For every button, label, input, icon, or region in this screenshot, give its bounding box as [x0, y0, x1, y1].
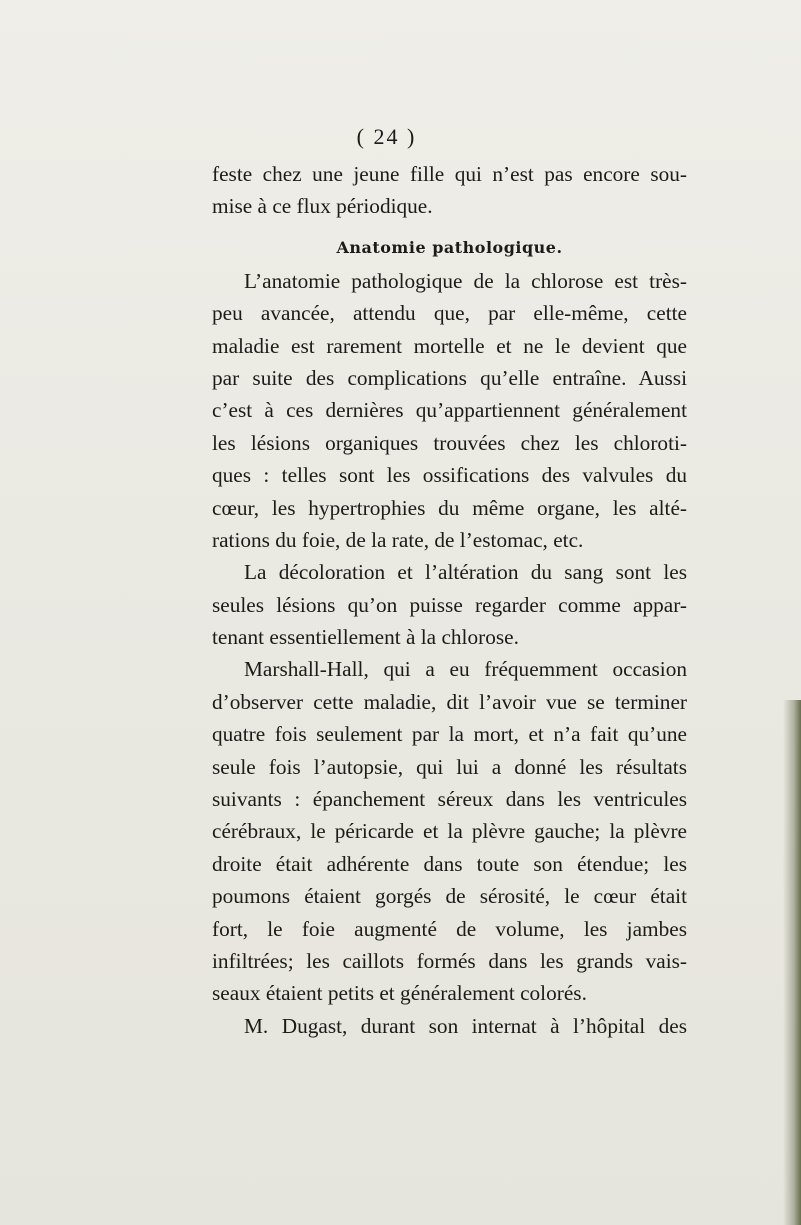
paragraph-line: maladie est rarement mortelle et ne le devient que — [212, 333, 687, 358]
paragraph-line: L’anatomie pathologique de la chlorose est très- — [244, 268, 687, 293]
paragraph-line: suivants : épanchement séreux dans les ventricules — [212, 787, 687, 812]
paragraph-line: par suite des complications qu’elle entraîne. Aussi — [212, 365, 687, 390]
paragraph-line: fort, le foie augmenté de volume, les jambes — [212, 916, 687, 941]
paragraph-line: peu avancée, attendu que, par elle-même, cette — [212, 301, 687, 326]
paragraph-line: seules lésions qu’on puisse regarder comme appar- — [212, 592, 687, 617]
paragraph-line: tenant essentiellement à la chlorose. — [212, 625, 519, 650]
text-line: mise à ce flux périodique. — [212, 194, 433, 219]
paragraph-line: c’est à ces dernières qu’appartiennent généralement — [212, 398, 687, 423]
page-edge-shadow — [783, 700, 801, 1225]
paragraph-line: droite était adhérente dans toute son étendue; les — [212, 851, 687, 876]
paragraph-line: poumons étaient gorgés de sérosité, le cœur était — [212, 884, 687, 909]
paragraph-line: d’observer cette maladie, dit l’avoir vue se terminer — [212, 689, 687, 714]
paragraph-line: infiltrées; les caillots formés dans les grands vais- — [212, 948, 687, 973]
paragraph-line: quatre fois seulement par la mort, et n’a fait qu’une — [212, 722, 687, 747]
paragraph-line: rations du foie, de la rate, de l’estomac, etc. — [212, 527, 584, 552]
text-line: feste chez une jeune fille qui n’est pas encore sou- — [212, 162, 687, 186]
paragraph-line: cœur, les hypertrophies du même organe, les alté- — [212, 495, 687, 520]
page-text — [212, 158, 687, 1042]
section-heading: Anatomie pathologique. — [336, 237, 563, 257]
paragraph-line: La décoloration et l’altération du sang sont les — [244, 560, 687, 585]
page-number: ( 24 ) — [356, 124, 417, 149]
paragraph-line: seule fois l’autopsie, qui lui a donné les résultats — [212, 754, 687, 779]
paragraph-line: ques : telles sont les ossifications des valvules du — [212, 463, 687, 488]
paragraph-line: M. Dugast, durant son internat à l’hôpital des — [244, 1013, 687, 1038]
paragraph-line: seaux étaient petits et généralement colorés. — [212, 981, 587, 1006]
paragraph-line: les lésions organiques trouvées chez les chloroti- — [212, 430, 687, 455]
paragraph-line: cérébraux, le péricarde et la plèvre gauche; la plèvre — [212, 819, 687, 844]
paragraph-line: Marshall-Hall, qui a eu fréquemment occasion — [244, 657, 687, 682]
